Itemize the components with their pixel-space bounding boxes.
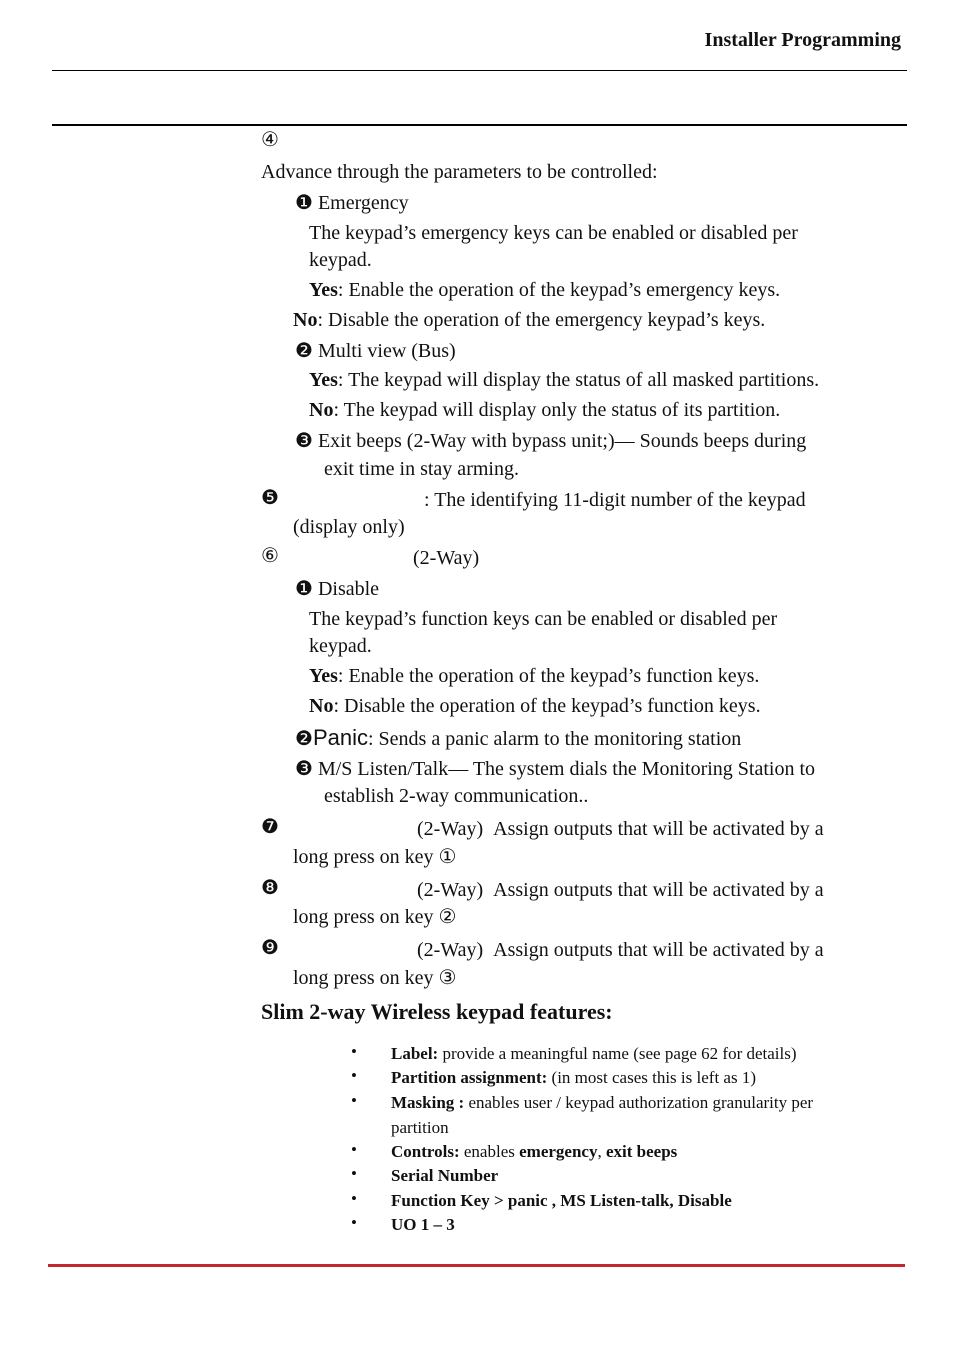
- footer-rule: [48, 1264, 905, 1267]
- panic-marker: ❷: [295, 728, 313, 750]
- feature-uo: [391, 1213, 455, 1237]
- feature-masking-bold: Masking :: [391, 1093, 465, 1112]
- step5-line2: (display only): [293, 516, 405, 538]
- feature-bullet: •: [351, 1091, 357, 1110]
- feature-masking-line2: partition: [391, 1118, 449, 1137]
- feature-serial-bold: Serial Number: [391, 1166, 499, 1185]
- page-header-title: Installer Programming: [704, 29, 901, 51]
- step6-marker: ⑥: [261, 545, 279, 567]
- feature-controls-text: enables: [459, 1142, 520, 1161]
- output-9-label: (2-Way): [417, 939, 484, 961]
- header-rule: [52, 70, 907, 71]
- emergency-yes-label: Yes: [309, 279, 338, 301]
- disable-yes: [309, 663, 759, 690]
- disable-title: Disable: [317, 578, 380, 600]
- emergency-no-text: : Disable the operation of the emergency keypad’s keys.: [317, 309, 766, 331]
- emergency-title: Emergency: [317, 192, 409, 214]
- feature-bullet: •: [351, 1164, 357, 1183]
- output-7-marker: ❼: [261, 816, 279, 838]
- emergency-desc-line1: The keypad’s emergency keys can be enabled or disabled per: [309, 222, 798, 244]
- panic-text: : Sends a panic alarm to the monitoring station: [367, 728, 742, 750]
- step6-label: (2-Way): [413, 547, 480, 569]
- feature-bullet: •: [351, 1189, 357, 1208]
- disable-no-label: No: [309, 695, 334, 717]
- feature-bullet: •: [351, 1066, 357, 1085]
- output-9-line1: [417, 937, 824, 964]
- output-7-text: Assign outputs that will be activated by a: [493, 818, 824, 840]
- step5-line1: : The identifying 11-digit number of the keypad: [424, 489, 806, 511]
- feature-controls-exitbeeps: exit beeps: [605, 1142, 678, 1161]
- output-7-label: (2-Way): [417, 818, 484, 840]
- output-7-line2: long press on key ①: [293, 846, 457, 868]
- disable-desc-line2: keypad.: [309, 635, 372, 657]
- feature-masking: [391, 1091, 813, 1115]
- multiview-marker: ❷: [295, 340, 313, 362]
- features-heading: Slim 2-way Wireless keypad features:: [261, 999, 613, 1024]
- panic-title: Panic: [312, 725, 368, 750]
- feature-function-key-bold: Function Key > panic , MS Listen-talk, Disable: [391, 1191, 732, 1210]
- disable-no: [309, 693, 761, 720]
- feature-label-bold: Label:: [391, 1044, 439, 1063]
- emergency-no-label: No: [293, 309, 318, 331]
- disable-yes-text: : Enable the operation of the keypad’s function keys.: [337, 665, 760, 687]
- feature-partition-text: (in most cases this is left as 1): [547, 1068, 756, 1087]
- output-9-marker: ❾: [261, 937, 279, 959]
- panic-item: [295, 724, 741, 753]
- intro-text: Advance through the parameters to be controlled:: [261, 161, 658, 183]
- feature-bullet: •: [351, 1213, 357, 1232]
- disable-desc-line1: The keypad’s function keys can be enabled or disabled per: [309, 608, 778, 630]
- disable-yes-label: Yes: [309, 665, 338, 687]
- exitbeeps-item: [295, 428, 806, 455]
- feature-partition: [391, 1066, 756, 1090]
- listen-item: [295, 756, 815, 783]
- multiview-no-text: : The keypad will display only the status of its partition.: [333, 399, 781, 421]
- feature-controls-bold: Controls:: [391, 1142, 460, 1161]
- feature-bullet: •: [351, 1042, 357, 1061]
- feature-label-text: provide a meaningful name (see page 62 for details): [438, 1044, 797, 1063]
- output-8-line2: long press on key ②: [293, 906, 457, 928]
- exitbeeps-line2: exit time in stay arming.: [324, 458, 519, 480]
- multiview-title: Multi view (Bus): [317, 340, 456, 362]
- section-rule: [52, 124, 907, 126]
- feature-controls: [391, 1140, 677, 1164]
- emergency-no: [293, 307, 765, 334]
- feature-controls-emergency: emergency: [519, 1142, 598, 1161]
- disable-marker: ❶: [295, 578, 313, 600]
- disable-no-text: : Disable the operation of the keypad’s function keys.: [333, 695, 761, 717]
- exitbeeps-marker: ❸: [295, 430, 313, 452]
- feature-uo-bold: UO 1 – 3: [391, 1215, 455, 1234]
- listen-line1: M/S Listen/Talk— The system dials the Monitoring Station to: [317, 758, 816, 780]
- emergency-yes: [309, 277, 780, 304]
- multiview-no-label: No: [309, 399, 334, 421]
- feature-bullet: •: [351, 1140, 357, 1159]
- emergency-marker: ❶: [295, 192, 313, 214]
- emergency-desc-line2: keypad.: [309, 249, 372, 271]
- emergency-item: [295, 190, 409, 217]
- multiview-yes-text: : The keypad will display the status of all masked partitions.: [337, 369, 820, 391]
- output-7-line1: [417, 816, 824, 843]
- output-8-text: Assign outputs that will be activated by a: [493, 879, 824, 901]
- output-9-text: Assign outputs that will be activated by a: [493, 939, 824, 961]
- feature-label: [391, 1042, 797, 1066]
- output-8-marker: ❽: [261, 877, 279, 899]
- multiview-no: [309, 397, 780, 424]
- multiview-yes-label: Yes: [309, 369, 338, 391]
- output-9-line2: long press on key ③: [293, 967, 457, 989]
- feature-controls-sep: ,: [597, 1142, 606, 1161]
- listen-line2: establish 2-way communication..: [324, 785, 589, 807]
- feature-serial: [391, 1164, 498, 1188]
- output-8-label: (2-Way): [417, 879, 484, 901]
- exitbeeps-line1: Exit beeps (2-Way with bypass unit;)— Sounds beeps during: [317, 430, 807, 452]
- step4-marker: ④: [261, 129, 279, 151]
- feature-function-key: [391, 1189, 732, 1213]
- emergency-yes-text: : Enable the operation of the keypad’s emergency keys.: [337, 279, 781, 301]
- multiview-item: [295, 338, 456, 365]
- disable-item: [295, 576, 379, 603]
- multiview-yes: [309, 367, 819, 394]
- step5-marker: ❺: [261, 487, 279, 509]
- output-8-line1: [417, 877, 824, 904]
- feature-masking-text: enables user / keypad authorization granularity per: [464, 1093, 814, 1112]
- listen-marker: ❸: [295, 758, 313, 780]
- feature-partition-bold: Partition assignment:: [391, 1068, 548, 1087]
